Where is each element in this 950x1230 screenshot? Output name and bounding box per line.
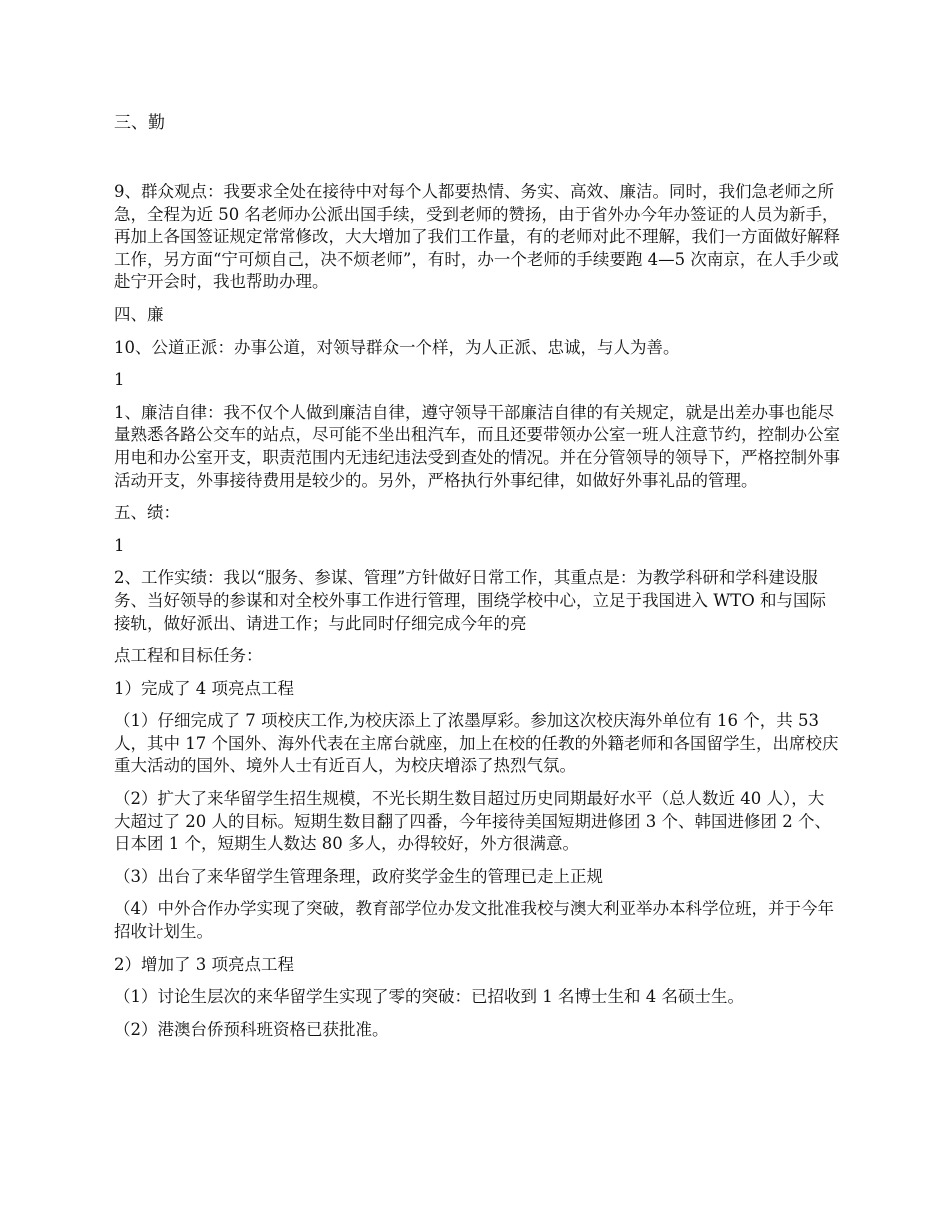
- paragraph-mass-viewpoint: 9、群众观点：我要求全处在接待中对每个人都要热情、务实、高效、廉洁。同时，我们急老师之所急，全程为近 50 名老师办公派出国手续，受到老师的赞扬，由于省外办今年办签证的人员为新手，再加上各国签证规定常常修改，大大增加了我们工作量，有的老师对此不理解，我们一方面做好解释工作，另方面“宁可烦自己，决不烦老师”，有时，办一个老师的手续要跑 4—5 次南京，在人手少或赴宁开会时，我也帮助办理。: [114, 182, 840, 292]
- list-item: （4）中外合作办学实现了突破，教育部学位办发文批准我校与澳大利亚举办本科学位班，并于今年招收计划生。: [114, 899, 834, 942]
- list-item: （2）港澳台侨预科班资格已获批准。: [114, 1019, 389, 1039]
- document-body: [114, 181, 840, 1051]
- section-heading-qin: 三、勤: [114, 113, 165, 133]
- list-heading-added: 2）增加了 3 项亮点工程: [114, 954, 294, 974]
- section-heading-lian: 四、廉: [114, 304, 164, 324]
- paragraph-self-discipline: 1、廉洁自律：我不仅个人做到廉洁自律，遵守领导干部廉洁自律的有关规定，就是出差办事也能尽量熟悉各路公交车的站点，尽可能不坐出租汽车，而且还要带领办公室一班人注意节约，控制办公室用电和办公室开支，职责范围内无违纪违法受到查处的情况。并在分管领导的领导下，严格控制外事活动开支，外事接待费用是较少的。另外，严格执行外事纪律，如做好外事礼品的管理。: [114, 402, 840, 490]
- list-item: （3）出台了来华留学生管理条理，政府奖学金生的管理已走上正规: [114, 866, 603, 886]
- paragraph-continuation: 点工程和目标任务：: [114, 646, 263, 666]
- list-heading-completed: 1）完成了 4 项亮点工程: [114, 678, 294, 698]
- section-heading-ji: 五、绩：: [114, 503, 180, 523]
- list-item: （1）仔细完成了 7 项校庆工作,为校庆添上了浓墨厚彩。参加这次校庆海外单位有 16 个，共 53 人，其中 17 个国外、海外代表在主席台就座，加上在校的任教的外籍老师和各国留学生，出席校庆重大活动的国外、境外人士有近百人，为校庆增添了热烈气氛。: [114, 711, 839, 776]
- paragraph-fairness: 10、公道正派：办事公道，对领导群众一个样，为人正派、忠诚，与人为善。: [114, 337, 680, 357]
- list-item: （2）扩大了来华留学生招生规模，不光长期生数目超过历史同期最好水平（总人数近 40 人），大大超过了 20 人的目标。短期生数目翻了四番，今年接待美国短期进修团 3 个、韩国进修团 2 个、日本团 1 个，短期生人数达 80 多人，办得较好，外方很满意。: [114, 789, 831, 854]
- list-item: （1）讨论生层次的来华留学生实现了零的突破：已招收到 1 名博士生和 4 名硕士生。: [114, 987, 744, 1007]
- stray-number: 1: [114, 535, 125, 555]
- paragraph-work-results: 2、工作实绩：我以“服务、参谋、管理”方针做好日常工作，其重点是：为教学科研和学科建设服务、当好领导的参谋和对全校外事工作进行管理，围绕学校中心，立足于我国进入 WTO 和与国际接轨，做好派出、请进工作；与此同时仔细完成今年的亮: [114, 568, 826, 633]
- stray-number: 1: [114, 370, 125, 390]
